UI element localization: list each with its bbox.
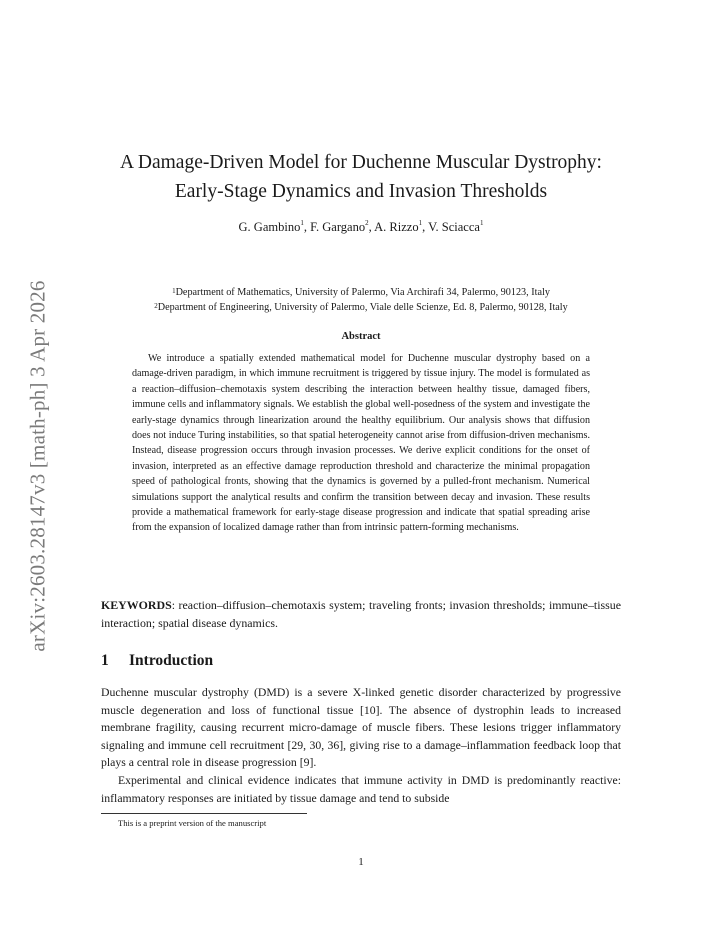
title-line-1: A Damage-Driven Model for Duchenne Muscular Dystrophy:: [120, 152, 602, 173]
intro-paragraph-2: Experimental and clinical evidence indicates that immune activity in DMD is predominantly reactive: inflammatory responses are initiated by tissue damage and tend to subside: [101, 773, 621, 805]
author: A. Rizzo$^1$,: [374, 219, 429, 234]
author: F. Gargano$^2$,: [310, 219, 375, 234]
affiliation-1: $^1$Department of Mathematics, University of Palermo, Via Archirafi 34, Palermo, 90123, Italy: [172, 287, 550, 298]
keywords: [101, 596, 621, 632]
intro-paragraph-1: Duchenne muscular dystrophy (DMD) is a severe X-linked genetic disorder characterized by progressive muscle degeneration and loss of functional tissue [10]. The absence of dystrophin leads to increased membrane fragility, causing recurrent micro-damage of muscle fibers. These lesions trigger inflammatory signaling and immune cell recruitment [29, 30, 36], giving rise to a damage–inflammation feedback loop that plays a central role in disease progression [9].: [101, 686, 621, 770]
section-heading-introduction: [101, 652, 621, 670]
affiliation-list: [101, 285, 621, 315]
page-number: 1: [358, 856, 364, 868]
keywords-label: KEYWORDS: [101, 598, 172, 612]
section-title: Introduction: [129, 652, 214, 669]
author: V. Sciacca$^1$: [428, 219, 484, 234]
paper-title: [101, 148, 621, 206]
keywords-text: : reaction–diffusion–chemotaxis system; traveling fronts; invasion thresholds; immune–tissue interaction; spatial disease dynamics.: [101, 598, 621, 630]
abstract-text: We introduce a spatially extended mathematical model for Duchenne muscular dystrophy based on a damage-driven paradigm, in which immune recruitment is triggered by tissue injury. The model is formulated as a reaction–diffusion–chemotaxis system describing the interaction between healthy tissue, damaged fibers, immune cells and inflammatory signals. We establish the global well-posedness of the system and investigate the early-stage dynamics through linearization around the healthy equilibrium. Our analysis shows that diffusion does not induce Turing instabilities, so that spatial heterogeneity cannot arise from diffusion-driven mechanisms. Instead, disease progression occurs through invasion processes. We derive explicit conditions for the onset of invasion, interpreted as an effective damage reproduction threshold and characterize the minimal propagation speed of pathological fronts, showing that the dynamics is governed by a pulled-front mechanism. Numerical simulations support the analytical results and confirm the transition between decay and invasion. These results provide a mathematical framework for early-stage disease progression and indicate that spatial spreading arise from the expansion of localized damage rather than from intrinsic pattern-forming mechanisms.: [132, 353, 590, 534]
author: G. Gambino$^1$,: [238, 219, 311, 234]
arxiv-identifier-stamp: arXiv:2603.28147v3 [math-ph] 3 Apr 2026: [25, 280, 50, 652]
abstract-heading: Abstract: [341, 331, 381, 342]
introduction-body: [101, 684, 621, 807]
footnote: This is a preprint version of the manuscript: [118, 818, 267, 828]
section-number: 1: [101, 652, 109, 669]
affiliation-2: $^2$Department of Engineering, University of Palermo, Viale delle Scienze, Ed. 8, Palermo, 90128, Italy: [154, 302, 568, 313]
author-list: [101, 220, 621, 235]
footnote-rule: [101, 813, 307, 814]
title-line-2: Early-Stage Dynamics and Invasion Thresholds: [174, 181, 548, 202]
